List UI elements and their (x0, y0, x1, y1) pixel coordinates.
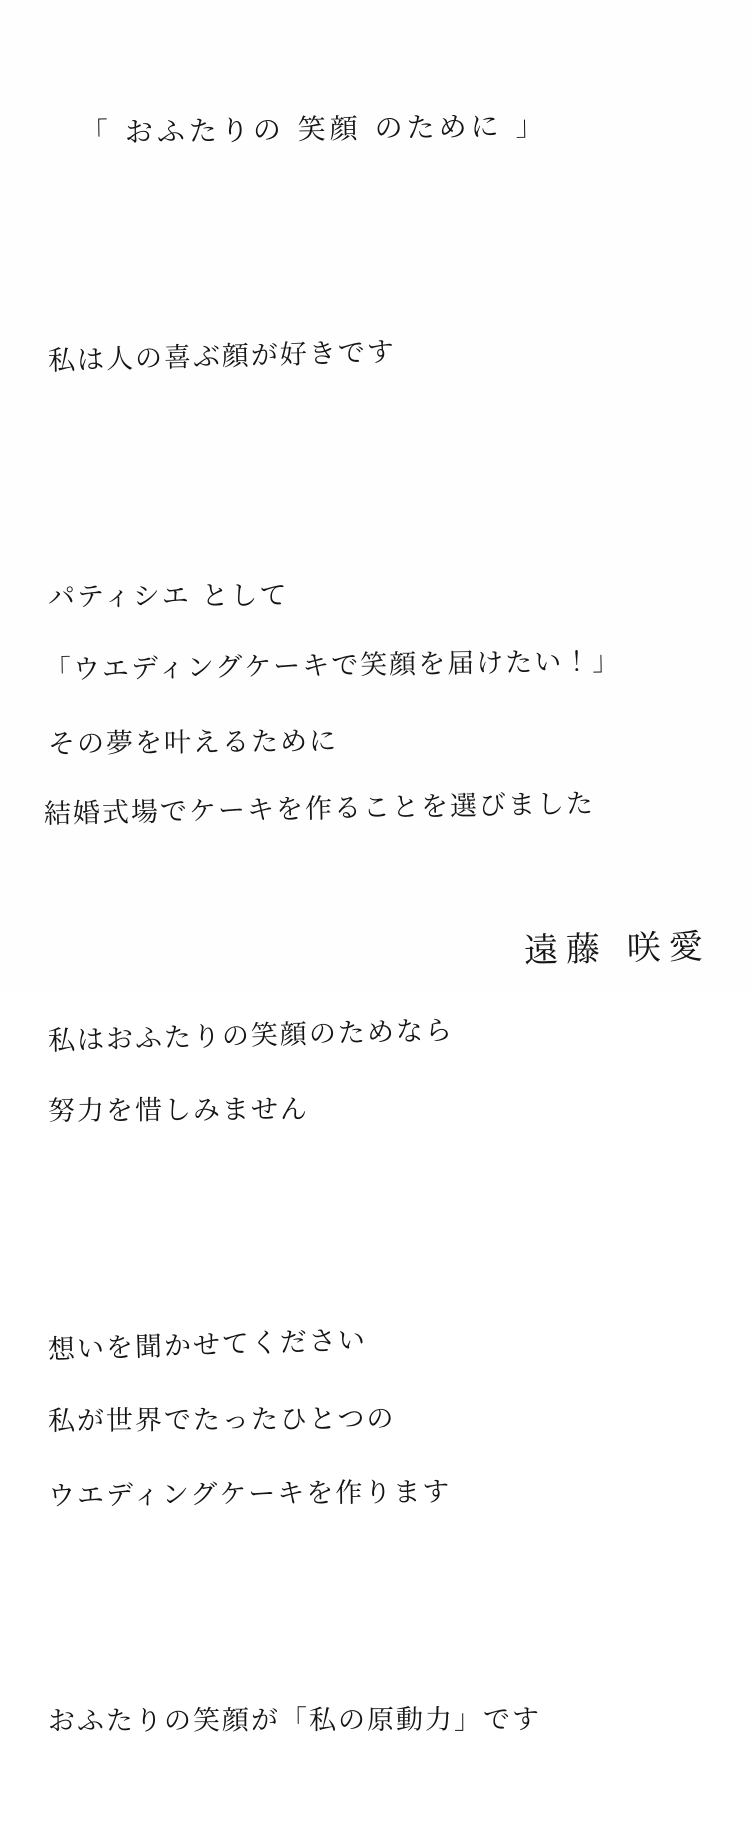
paragraph-closing (44, 1675, 707, 1779)
signature-row (523, 927, 712, 971)
text-line: ウエディングケーキを作ります (47, 1476, 452, 1512)
text-line: おふたりの笑顔が「私の原動力」です (47, 1704, 542, 1737)
letter-title: 「 おふたりの 笑顔 のために 」 (79, 109, 548, 150)
spacer (44, 485, 707, 505)
spacer (44, 1237, 707, 1257)
text-line: 「ウエディングケーキで笑顔を届けたい！」 (43, 645, 622, 686)
text-line: 私は人の喜ぶ顔が好きです (47, 336, 397, 377)
paragraph-intro (44, 315, 707, 419)
text-line: 私はおふたりの笑顔のためなら (47, 1015, 455, 1057)
text-line: 想いを聞かせてください (47, 1324, 368, 1366)
paragraph-request (44, 1305, 707, 1553)
text-line: パティシエ として (47, 580, 289, 613)
spacer (44, 1619, 707, 1627)
paragraph-dream (44, 553, 707, 873)
title-block (44, 88, 707, 193)
text-line: 努力を惜しみません (47, 1094, 310, 1127)
text-line: 私が世界でたったひとつの (47, 1403, 396, 1437)
paragraph-effort (44, 995, 707, 1171)
text-line: 結婚式場でケーキを作ることを選びました (43, 788, 596, 830)
author-signature: 遠藤 咲愛 (523, 927, 712, 971)
spacer (44, 259, 707, 267)
text-line: その夢を叶えるために (47, 725, 339, 760)
